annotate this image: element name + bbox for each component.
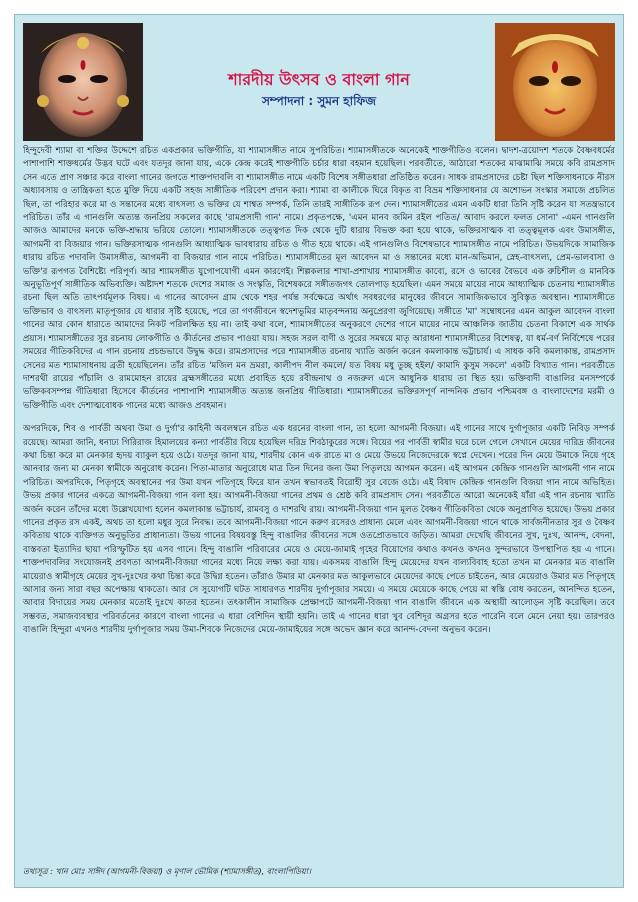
- paragraph-agamani-bijoya: অপরদিকে, শিব ও পার্বতী অথবা উমা ও দুর্গা'র কাহিনী অবলম্বনে রচিত এক ধরনের বাংলা গান, তা হলো আগমনী বিজয়া। এই গানের সাথে দুর্গাপূজার একটি নিবিড় সম্পর্ক রয়েছে। আমরা জানি, ধনাঢ্য গিরিরাজ হিমালয়ের কন্যা পার্বতীর বিয়ে হয়েছিল দরিদ্র শিবঠাকুরের সঙ্গে। বিয়ের পর পার্বতী স্বামীর ঘরে চলে গেলে সেখানে মেয়ের দারিদ্র জীবনের কথা চিন্তা করে মা মেনকার হৃদয় ব্যাকুল হয়ে ওঠে। যতদূর জানা যায়, শারদীয় কোন এক রাতে মা ও মেয়ে উভয়ে নিজেদেরকে স্বপ্নে দেখেন। পরের দিন মেয়ে উমাকে নিয়ে গৃহে আনবার জন্য মা মেনকা স্বামীকে অনুরোধ করেন। পিতা-মাতার অনুরোধে মাত্র তিন দিনের জন্য উমা পিতৃলয়ে আগমন করেন। এই আগমন কেন্দ্রিক গানগুলি আগমনী গান নামে পরিচিত। অপরদিকে, পিতৃগৃহে অবস্থানের পর উমা যখন পতিগৃহে ফিরে যান তখন স্বভাবতই বিরোহী সুর বেজে ওঠে। এই বিষাদ কেন্দ্রিক গানগুলি বিজয়া গান নামে অভিহিত। উভয় প্রকার গানের একত্রে আগমনী-বিজয়া গান বলা হয়। আগমনী-বিজয়া গানের প্রথম ও শ্রেষ্ঠ কবি রামপ্রসাদ সেন। পরবর্তীতে আরো অনেকেই যাঁরা এই গান রচনায় খ্যাতি অর্জন করেন তাঁদের মধ্যে উল্লেখযোগ্য হলেন কমলাকান্ত ভট্টাচার্য, রামবসু ও দাশরথি রায়। আগমনী-বিজয়া গান মূলত বৈষ্ণব গীতিকবিতা থেকে অনুপ্রাণিত হয়েছে। উভয় প্রকার গানের প্রকৃত রস একই, অথচ তা হলো মধুর সুরে নিবদ্ধ। তবে আগমনী-বিজয়া গানে করুণ রসেরও প্রাধান্য মেলে এবং আগমনী-বিজয়া গানে থাকে সার্বজনীনতার সুর ও বৈষ্ণব কবিতায় থাকে ব্যক্তিগত অনুভূতির প্রাধান্যতা। উভয় গানের বিষয়বস্তু হিন্দু বাঙালির জীবনের সঙ্গে ওতপ্রোতভাবে জড়িত। আমরা দেখেছি জীবনের সুখ, দুঃখ, আনন্দ, বেদনা, বাস্তবতা ইত্যাদির ছায়া পরিস্ফুটিত হয় এসব গানে। হিন্দু বাঙালি পরিবারের মেয়ে ও মেয়ে-জামাই গৃহের বিয়োগের কথাও কখনও কখনও সুন্দরভাবে উপস্থাপিত হয় এ গানে। শাক্তপদাবলির সংযোজনই প্রবণতা আগমনী-বিজয়া গানের মধ্যে নিয়ে লক্ষ্য করা যায়। একসময় বাঙালি হিন্দু মেয়েদের যখন বাল্যবিবাহ হতো তখন মা মেনকার মত বাঙালি মায়েরাও স্বামীগৃহে মেয়ের সুখ-দুঃখের কথা চিন্তা করে উদ্বিগ্ন হতেন। তাঁরাও উমার মা মেনকার মত আকুলভাবে মেয়েদের কাছে পেতে চাইতেন, আর মেয়েরাও উমার মত পিতৃগৃহে আসার জন্য সারা বছর অপেক্ষায় থাকতো। আর সে সুযোগটি ঘটত সাধারণত শারদীয় দুর্গাপূজার সময়ে। এ সময়ে মেয়েকে কাছে পেয়ে মা স্বস্তি বোধ করতেন, আনন্দিত হতেন, আবার বিদায়ের সময় মেনকার মতোই দুঃখে কাতর হতেন। তৎকালীন সামাজিক প্রেক্ষাপটে আগমনী-বিজয়া গান বাঙালি জীবনে এক অস্থায়ী আলোড়ন সৃষ্টি করেছিল। তবে সম্ভবত, সমাজব্যবস্থার পরিবর্তনের কারণে বাংলা গানের এ ধারা বেশিদিন স্থায়ী হয়নি। তাই এ গানের ধারা খুব বেশিদূর অগ্রসর হতে পারেনি বলে মেনে নেয়া হয়। তারপরও বাঙালি হিন্দুরা এখনও শারদীয় দুর্গাপূজার সময় উমা-শিবকে নিজেদের মেয়ে-জামাইয়ের সঙ্গে অভেদ জ্ঞান করে আনন্দ-বেদনা অনুভব করেন।: [23, 424, 615, 636]
- editor-credit: সম্পাদনা : সুমন হাফিজ: [261, 94, 377, 108]
- article-body: [23, 145, 615, 851]
- paragraph-shyamasangeet: হিন্দুদেবী শ্যামা বা শক্তির উদ্দেশে রচিত একপ্রকার ভক্তিগীতি, যা শ্যামাসঙ্গীত নামে সুপরিচিত। শ্যামাসঙ্গীতকে অনেকেই শাক্তগীতিও বলেন। দ্বাদশ-ত্রয়োদশ শতকে বৈষ্ণবধর্মের পাশাপাশি শাক্তধর্মের উদ্ভব ঘটে এবং যতদূর জানা যায়, একে কেন্দ্র করেই শাক্তগীতি চর্চার ধারা বহমান হয়েছিল। পরবর্তীতে, আঠারো শতকের মাঝামাঝি সময়ে কবি রামপ্রসাদ সেন এতে প্রাণ সঞ্চার করে বাংলা গানের জগতে শাক্তপদাবলি বা শ্যামাসঙ্গীত নামে একটি বিশেষ সঙ্গীতধারা প্রতিষ্ঠিত করেন। সাধক রামপ্রসাদের চেষ্টা ছিল শক্তিসাধনাকে নীরস অধ্যাবসায় ও তান্ত্রিকতা হতে মুক্তি দিয়ে একটি সহজ সাঙ্গীতিক পরিবেশ প্রদান করা। শ্যামা বা কালীকে ঘিরে বিকৃত বা বিভ্রম শক্তিসাধনার যে অশোভন সংস্কার সমাজে প্রচলিত ছিল, তা পরিহার করে মা ও সন্তানের মধ্যে বাৎসল্য ও ভক্তির যে শাশ্বত সম্পর্ক, তিনি তারই সাঙ্গীতিক রূপ দেন। শ্যামাসঙ্গীতের এমন একটি ধারা তিনি সৃষ্টি করেন যা সতন্ত্রভাবে পরিচিত। তাঁর এ গানগুলি অত্যন্ত জনপ্রিয় সকলের কাছে 'রামপ্রসাদী গান' নামে। প্রকৃতপক্ষে, 'এমন মানব জমিন রইল পতিত/ আবাদ করলে ফলত সোনা' -এমন গানগুলি আজও আমাদের মনকে ভক্তি-শ্রদ্ধায় ভরিয়ে তোলে। শ্যামাসঙ্গীতকে তত্ত্বগত দিক থেকে দুটি ধারায় বিভক্ত করা হয়ে থাকে, ভক্তিরসাত্মক বা তত্ত্বমূলক এবং উমাসঙ্গীত, আগমনী বা বিজয়ার গান। ভক্তিরসাত্মক গানগুলি আধ্যাত্মিক ভাবধারায় রচিত ও গীত হয়ে থাকে। এই গানগুলিও বিশেষভাবে শ্যামাসঙ্গীত নামে পরিচিত। উভয়দিকে সামাজিক ধারায় রচিত পদাবলি উমাসঙ্গীত, আগমনী বা বিজয়ার গান নামে পরিচিত। শ্যামাসঙ্গীতের মূল আবেদন মা ও সন্তানের মধ্যে মান-অভিমান, স্নেহ-বাৎসল্য, প্রেম-ভালবাসা ও ভক্তি'র রূপগত বৈশিষ্ট্যে পরিপূর্ণ। আর শ্যামসঙ্গীত যুগোপযোগী এমন কারণেই। শিল্পকলার শাখা-প্রশাখায় শ্যামাসঙ্গীত কাব্যে, রসে ও ভাবের বৈভবে এক রুচিশীল ও মানবিক অনুভূতিপূর্ণ সাঙ্গীতিক অভিব্যক্তি। অষ্টাদশ শতকে দেশের সমাজ ও সংস্কৃতি, বিশেষকরে সঙ্গীতজগৎ তোলপাড় হয়েছিল। এমন সময়ে মায়ের নামে আধ্যাত্মিক চেতনায় শ্যামাসঙ্গীত রচনা ছিল অতি তাৎপর্যমূলক বিষয়। এ গানের আবেদন গ্রাম থেকে শহর পর্যন্ত সর্বক্ষেত্রে অর্থাৎ সবধরণের মানুষের জীবনে সামাজিকভাবে সুবিস্তৃত অবস্থান। শ্যামাসঙ্গীতে ভক্তিভাব ও বাৎসল্য মাতৃপূজার যে ধারার সৃষ্টি হয়েছে, পরে তা গণজীবনে স্বদেশভূমির মাতৃবন্দনায় অনুপ্রেরণা জুগিয়েছে। সঙ্গীতে 'মা' সম্বোধনের এমন আকুল আবেদন বাংলা গানের আর কোন ধারাতে আমাদের নিকট পরিলক্ষিত হয় না। তাই কথা বলে, শ্যামাসঙ্গীতের অনুকরণে দেশের গানে মায়ের নামে আঞ্চলিক জাতীয় চেতনা বিকাশে এক সার্থক প্রয়াস। শ্যামাসঙ্গীতের সুর রচনায় লোকগীতি ও কীর্তনের প্রভাব পাওয়া যায়। সহজ সরল বাণী ও সুরের সমন্বয়ে মাতৃ আরাধনা শ্যামাসঙ্গীতের বিশেষত্ব, যা ধর্ম-বর্ণ নির্বিশেষে পরের সময়ের গীতিকবিদের এ গান রচনায় প্রচন্ডভাবে উদ্বুদ্ধ করে। রামপ্রসাদের পরে শ্যামাসঙ্গীত রচনায় খ্যাতি অর্জন করেন কমলাকান্ত ভট্টাচার্য। এ সাধক কবি কমলাকান্ত, রামপ্রসাদ সেনের মত শ্যামাসাধনায় ব্রতী হয়েছিলেন। তাঁর রচিত 'মজিল মন ভ্রমরা, কালীপদ নীল কমলে/ যত বিষয় মধু তুচ্ছ হইল/ কামাদি কুসুম সকলে' একটি বিখ্যাত গান। পরবর্তীতে দাশরথী রায়ের পাঁচালি ও রামমোহন রায়ের ব্রহ্মসঙ্গীতের মধ্যে প্রবাহিত হয়ে রবীন্দ্রনাথ ও নজরুল এসে আধুনিক ধারায় তা স্থিত হয়। ভক্তিবাদী বাঙালির মনসম্পর্কে ভক্তিকবসম্পন্ন গীতিধারা হিসেবে কীর্তনের পাশাপাশি শ্যামাসঙ্গীত অত্যন্ত জনপ্রিয় গীতিধারা। শ্যামাসঙ্গীতের ভক্তিরসপূর্ণ নান্দনিক প্রভাব পশ্চিমবঙ্গ ও বাংলাদেশের মরমী ও ভক্তিগীতি এবং দেশাত্মবোধক গানের মধ্যে আজও প্রবহমান।: [23, 146, 615, 411]
- page-title: শারদীয় উৎসব ও বাংলা গান: [228, 70, 410, 89]
- source-citation: তথ্যসূত্র : খান মোঃ সাঈদ (আগমনী-বিজয়া) ও মৃণাল ভৌমিক (শ্যামাসঙ্গীত), বাংলাপিডিয়া।: [23, 867, 311, 876]
- article-page: [14, 14, 624, 888]
